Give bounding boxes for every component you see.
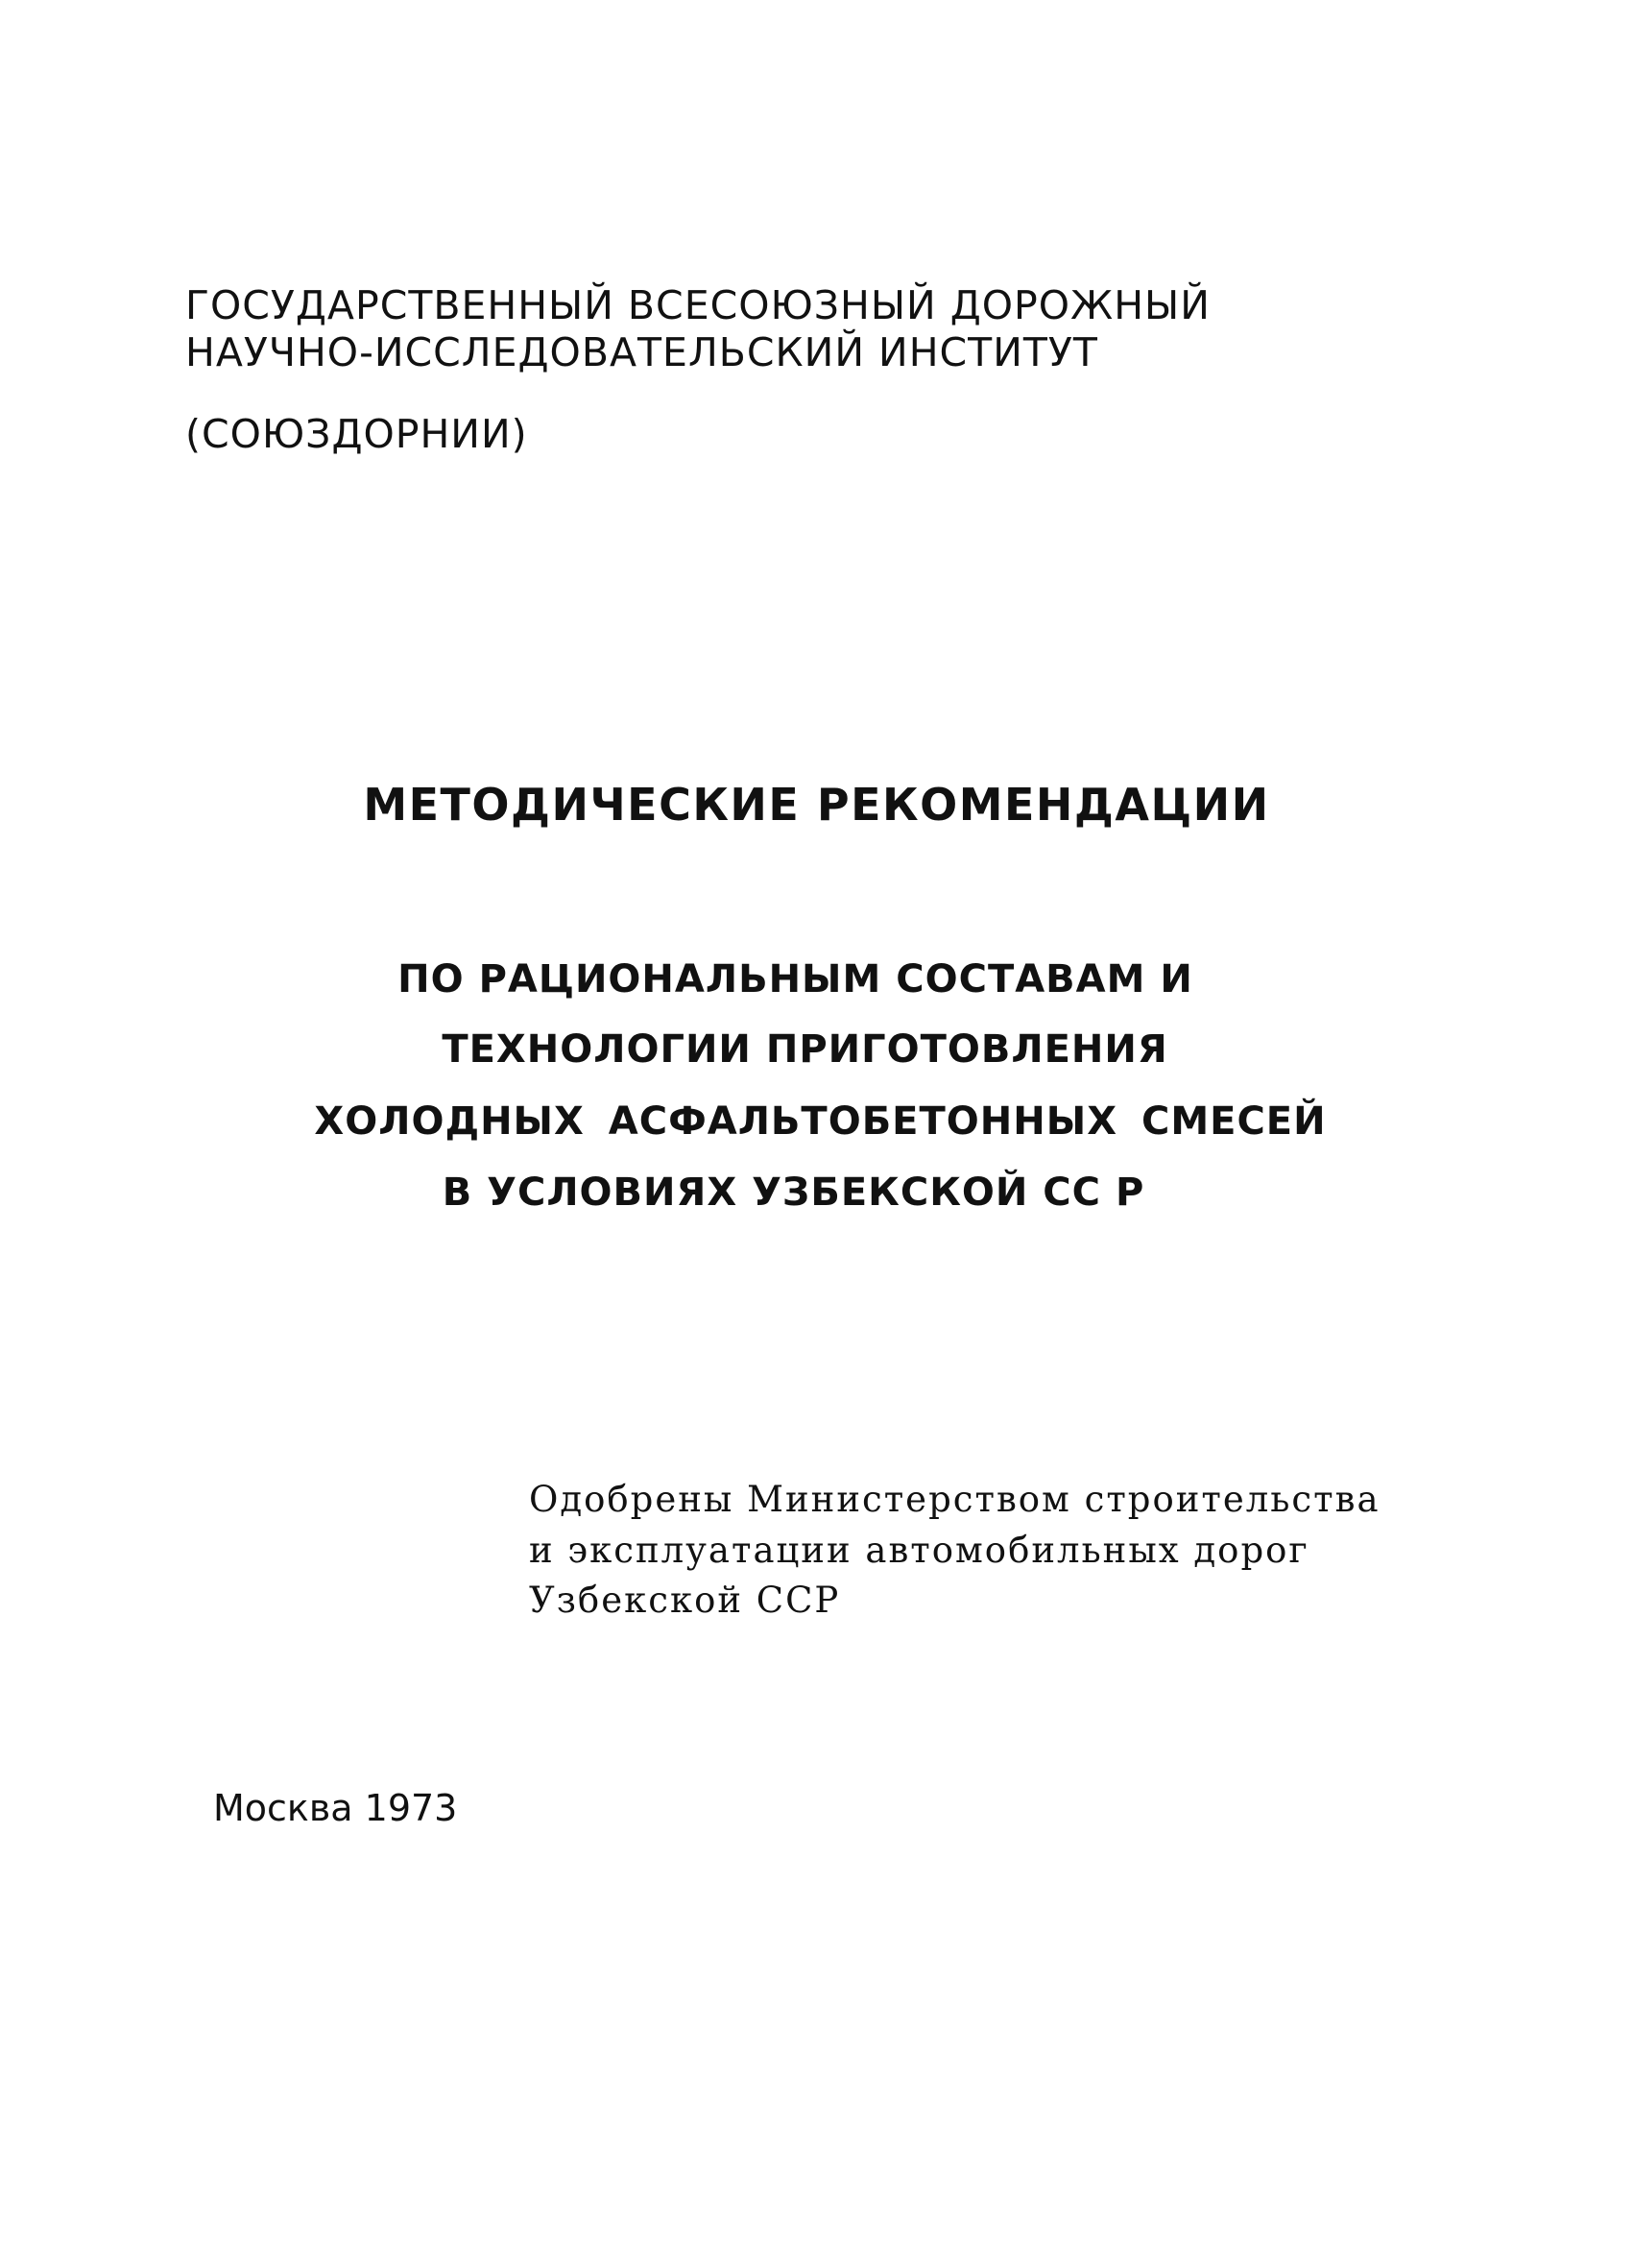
institution-abbreviation: (СОЮЗДОРНИИ) (185, 411, 528, 457)
approval-note-line-2: и эксплуатации автомобильных дорог (529, 1530, 1309, 1571)
institution-name-line-2: НАУЧНО-ИССЛЕДОВАТЕЛЬСКИЙ ИНСТИТУТ (185, 329, 1098, 375)
document-subtitle-line-3: ХОЛОДНЫХ АСФАЛЬТОБЕТОННЫХ СМЕСЕЙ (314, 1099, 1327, 1144)
document-subtitle-line-1: ПО РАЦИОНАЛЬНЫМ СОСТАВАМ И (397, 957, 1193, 1001)
document-subtitle-line-4: В УСЛОВИЯХ УЗБЕКСКОЙ СС Р (442, 1170, 1145, 1215)
approval-note-line-3: Узбекской ССР (529, 1580, 841, 1621)
institution-name-line-1: ГОСУДАРСТВЕННЫЙ ВСЕСОЮЗНЫЙ ДОРОЖНЫЙ (185, 282, 1211, 328)
approval-note-line-1: Одобрены Министерством строительства (529, 1479, 1381, 1520)
publication-place-year: Москва 1973 (213, 1787, 458, 1829)
document-title: МЕТОДИЧЕСКИЕ РЕКОМЕНДАЦИИ (363, 779, 1270, 831)
document-subtitle-line-2: ТЕХНОЛОГИИ ПРИГОТОВЛЕНИЯ (442, 1027, 1168, 1072)
